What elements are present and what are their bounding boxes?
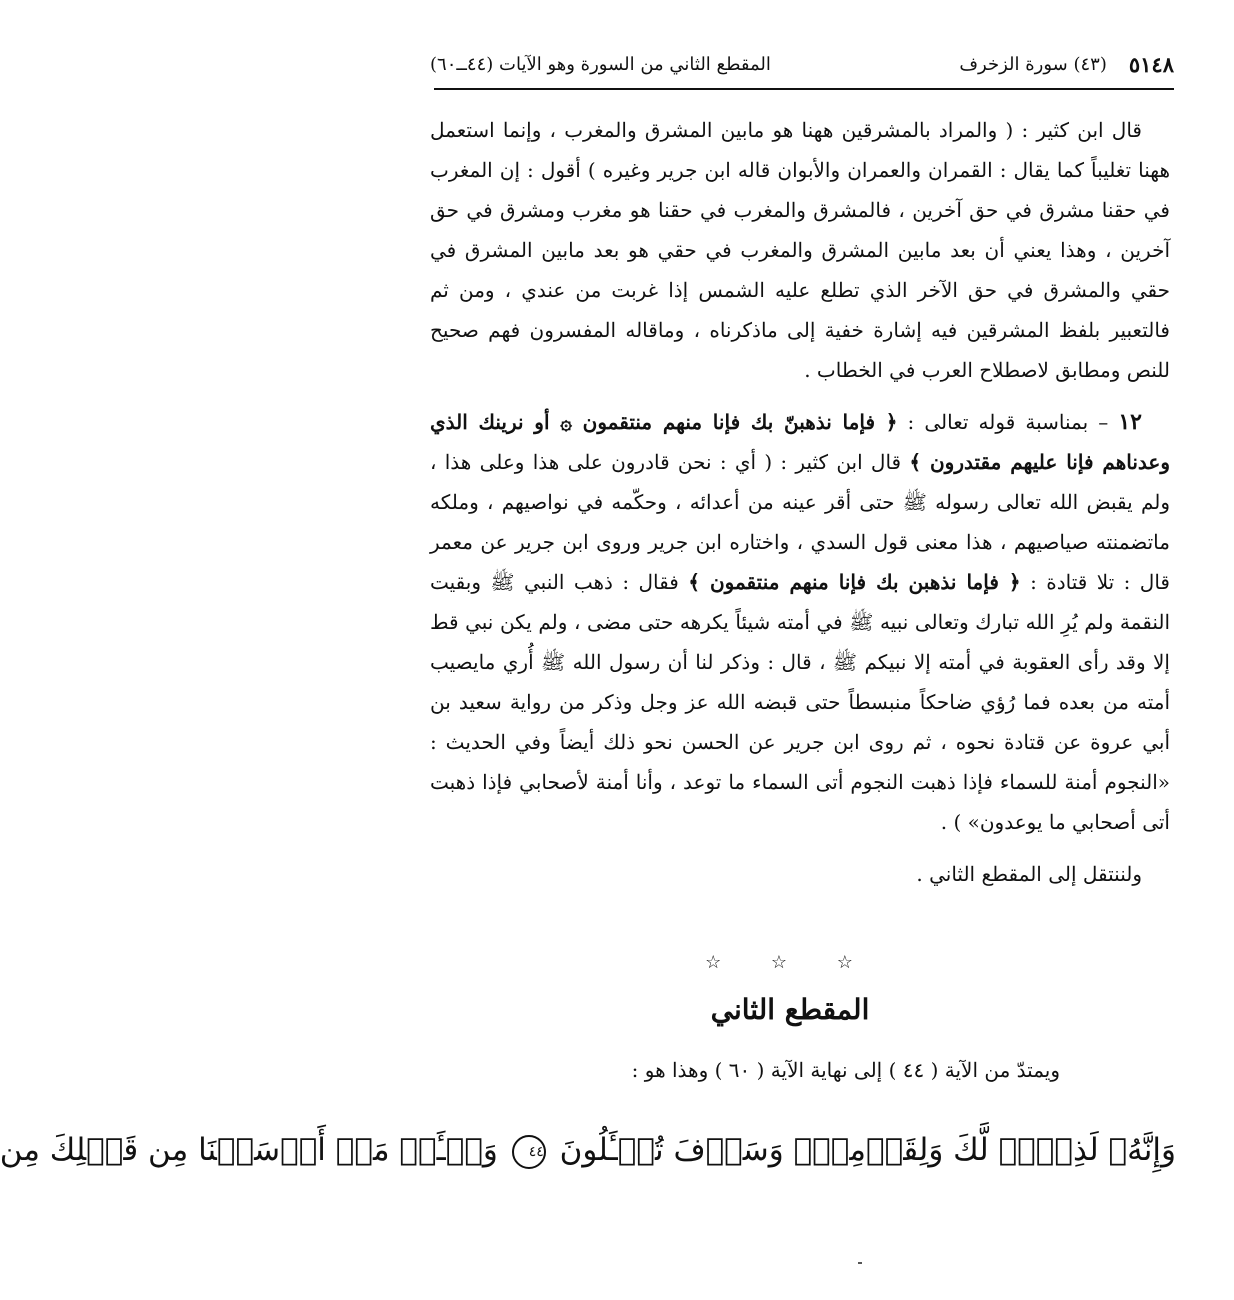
paragraph-2-text-2: فقال : ذهب النبي ﷺ وبقيت النقمة ولم يُرِ الله تبارك وتعالى نبيه ﷺ في أمته شيئاً يكرهه حتى مضى ، ولم يكن نبي قط إلا وقد رأى العقوبة في أمته إلا نبيكم ﷺ ، قال : وذكر لنا أن رسول الله ﷺ أُري مايصيب أمته من بعده فما رُؤي ضاحكاً منبسطاً حتى قبضه الله عز وجل وذكر من رواية سعيد بن أبي عروة عن قتادة نحوه ، ثم روى ابن جرير عن الحسن نحو ذلك أيضاً وفي الحديث : «النجوم أمنة للسماء فإذا ذهبت النجوم أتى السماء ما توعد ، وأنا أمنة لأصحابي فإذا ذهبت أتى أصحابي ما يوعدون» ) . xyxy=(430,570,1170,834)
footer-dot xyxy=(858,1262,862,1264)
running-header xyxy=(430,50,1174,80)
verse-text-2: وَسۡـَٔلۡ مَنۡ أَرۡسَلۡنَا مِن قَبۡلِكَ مِن xyxy=(0,1132,498,1168)
paragraph-1: قال ابن كثير : ( والمراد بالمشرقين ههنا هو مابين المشرق والمغرب ، وإنما استعمل ههنا تغليباً كما يقال : القمران والعمران والأبوان قاله ابن جرير وغيره ) أقول : إن المغرب في حقنا مشرق في حق آخرين ، فالمشرق والمغرب في حقنا هو مغرب ومشرق في حق آخرين ، وهذا يعني أن بعد مابين المشرق والمغرب في حقي هو بعد مابين المشرق في حقي والمشرق في حق الآخر الذي تطلع عليه الشمس إذا غربت من عندي ، ومن ثم فالتعبير بلفظ المشرقين فيه إشارة خفية إلى ماذكرناه ، وماقاله المفسرون فهم صحيح للنص ومطابق لاصطلاح العرب في الخطاب . xyxy=(430,118,1170,382)
quran-quote-2: ﴿ فإما نذهبن بك فإنا منهم منتقمون ﴾ xyxy=(688,570,1021,594)
quran-verse xyxy=(0,1120,1176,1180)
paragraph-2 xyxy=(430,402,1170,842)
paragraph-2-intro: – بمناسبة قوله تعالى : xyxy=(897,410,1119,434)
header-rule xyxy=(434,88,1174,90)
section-title: المقطع الثاني xyxy=(710,993,870,1026)
star-divider: ☆ ☆ ☆ xyxy=(705,952,875,973)
verse-text-1: وَإِنَّهُۥ لَذِكۡرٞ لَّكَ وَلِقَوۡمِكَۖ وَسَوۡفَ تُسۡـَٔلُونَ xyxy=(559,1132,1176,1168)
paragraph-3: ولننتقل إلى المقطع الثاني . xyxy=(916,862,1142,886)
surah-label: (٤٣) سورة الزخرف xyxy=(959,54,1107,75)
ayah-number-marker: ٤٤ xyxy=(512,1135,546,1169)
quran-quote-1: ﴿ فإما نذهبنّ بك فإنا منهم منتقمون ۞ أو نرينك الذي وعدناهم فإنا عليهم مقتدرون ﴾ xyxy=(430,410,1170,474)
page-number: ٥١٤٨ xyxy=(1128,52,1174,77)
section-label: المقطع الثاني من السورة وهو الآيات (٤٤ــ٦٠) xyxy=(430,54,771,75)
body-text xyxy=(430,110,1170,894)
item-number: ١٢ xyxy=(1118,409,1142,435)
paragraph-2-text-1: قال ابن كثير : ( أي : نحن قادرون على هذا وعلى هذا ، ولم يقبض الله تعالى رسوله ﷺ حتى أقر عينه من أعدائه ، وحكّمه في نواصيهم ، وملكه ماتضمنته صياصيهم ، هذا معنى قول السدي ، واختاره ابن جرير وروى ابن جرير عن معمر قال : تلا قتادة : xyxy=(430,450,1170,594)
section-range: ويمتدّ من الآية ( ٤٤ ) إلى نهاية الآية ( ٦٠ ) وهذا هو : xyxy=(631,1058,1060,1082)
